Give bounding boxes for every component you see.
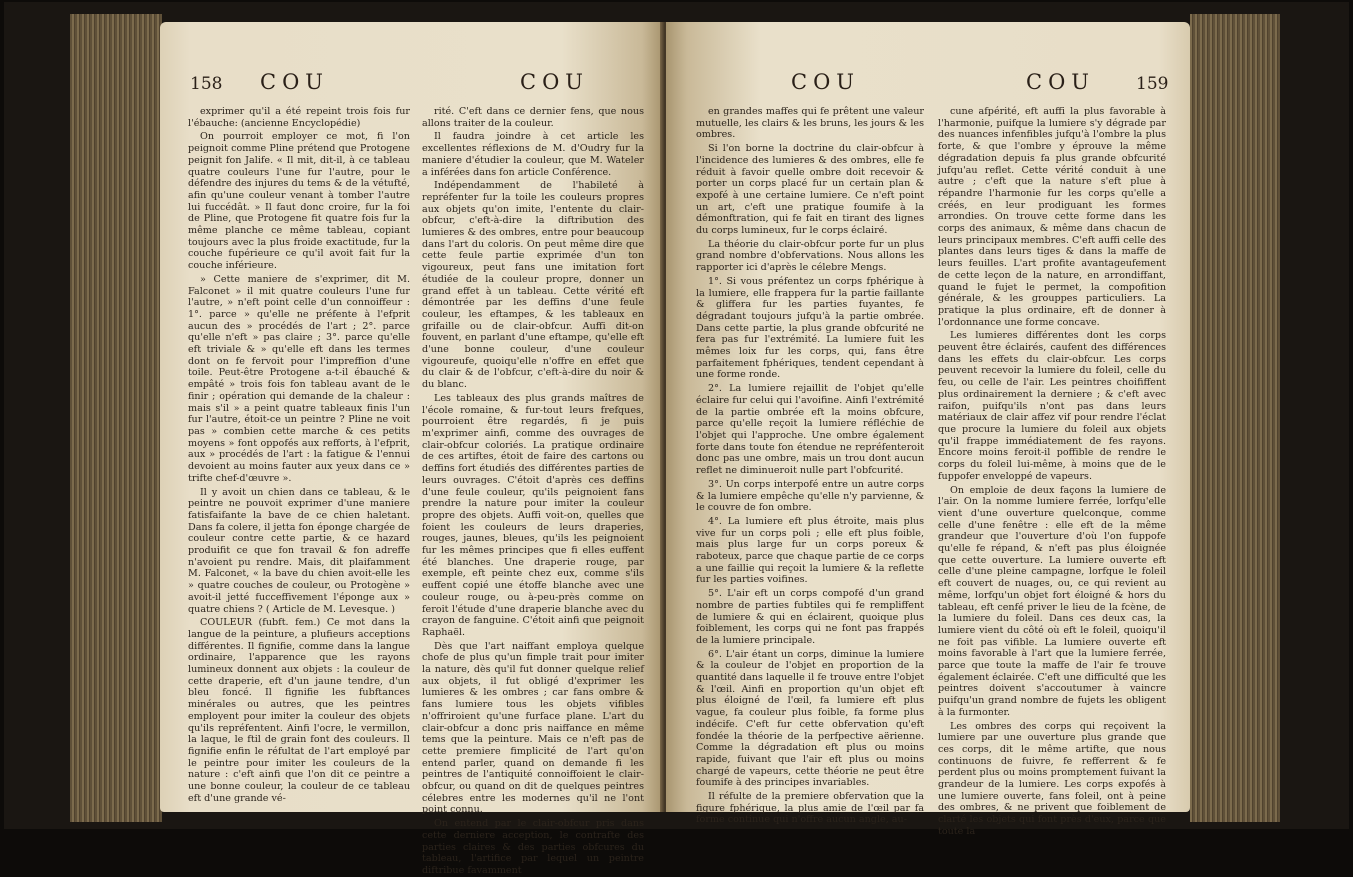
paragraph: Dès que l'art naiffant employa quelque chofe de plus qu'un fimple trait pour imiter la nature, dès qu'il fut donner quelque relief aux objets, il fut obligé d'exprimer les lumieres & les ombres ; car fans ombre & fans lumiere tous les objets vifibles n'offriroient qu'une furface plane. L'art du clair-obfcur a donc pris naiffance en même tems que la peinture. Mais ce n'eft pas de cette premiere fimplicité de l'art qu'on entend parler, quand on demande fi les peintres de l'antiquité connoiffoient le clair-obfcur, ou quand on dit de quelques peintres célebres entre les modernes qu'il ne l'ont point connu. xyxy=(422,640,644,816)
paragraph: Il y avoit un chien dans ce tableau, & le peintre ne pouvoit exprimer d'une maniere fatisfaifante la bave de ce chien haletant. Dans fa colere, il jetta fon éponge chargée de couleur contre cette partie, & ce hazard produifit ce que fon travail & fon adreffe n'avoient pu rendre. Mais, dit plaifamment M. Falconet, « la bave du chien avoit-elle les » quatre couches de couleur, ou Protogène » avoit-il jetté fucceffivement l'éponge aux » quatre chiens ? ( Article de M. Levesque. ) xyxy=(188,486,410,615)
paragraph: cune afpérité, eft auffi la plus favorable à l'harmonie, puifque la lumiere s'y dégrade par des nuances infenfibles jufqu'à l'ombre la plus forte, & que l'ombre y éprouve la même dégradation depuis fa plus grande obfcurité jufqu'au reflet. Cette vérité conduit à une autre ; c'eft que la nature s'eft plue à répandre l'harmonie fur les corps qu'elle a créés, en leur prodiguant les formes arrondies. On trouve cette forme dans les corps des animaux, & même dans chacun de leurs principaux membres. C'eft auffi celle des plantes dans leurs tiges & dans la maffe de leurs feuilles. L'art profite avantageufement de cette leçon de la nature, en arrondiffant, quand le fujet le permet, la compofition générale, & les grouppes particuliers. La pratique la plus ordinaire, eft de donner à l'ordonnance une forme concave. xyxy=(938,106,1166,328)
right-page-column-1 xyxy=(696,106,924,826)
left-page xyxy=(160,22,662,876)
right-page xyxy=(666,22,1190,837)
paragraph: 3°. Un corps interpofé entre un autre corps & la lumiere empêche qu'elle n'y parvienne, & le couvre de fon ombre. xyxy=(696,478,924,514)
running-head-left-b: COU xyxy=(520,70,589,94)
paragraph: exprimer qu'il a été repeint trois fois fur l'ébauche: (ancienne Encyclopédie) xyxy=(188,106,410,129)
paragraph: On pourroit employer ce mot, fi l'on peignoit comme Pline prétend que Protogene peignit fon Jalife. « Il mit, dit-il, à ce tableau quatre couleurs l'une fur l'autre, pour le défendre des injures du tems & de la vétufté, afin qu'une couleur venant à tomber l'autre lui fuccédât. » Il faut donc croire, fur la foi de Pline, que Protogene fit quatre fois fur la même planche ce même tableau, copiant toujours avec la plus froide exactitude, fur la couche fupérieure ce qu'il avoit fait fur la couche inférieure. xyxy=(188,131,410,272)
paragraph: Si l'on borne la doctrine du clair-obfcur à l'incidence des lumieres & des ombres, elle fe réduit à favoir quelle ombre doit recevoir & porter un corps placé fur un certain plan & expofé à une certaine lumiere. Ce n'eft point un art, c'eft une pratique foumife à la démonftration, qui fe fait en tirant des lignes du corps lumineux, fur le corps éclairé. xyxy=(696,143,924,237)
paragraph: Il réfulte de la premiere obfervation que la figure fphérique, la plus amie de l'œil par fa forme continue qui n'offre aucun angle, au- xyxy=(696,791,924,826)
paragraph: 6°. L'air étant un corps, diminue la lumiere & la couleur de l'objet en proportion de la quantité dans laquelle il fe trouve entre l'objet & l'œil. Ainfi en proportion qu'un objet eft plus éloigné de l'œil, fa lumiere eft plus vague, fa couleur plus foible, fa forme plus indécife. C'eft fur cette obfervation qu'eft fondée la théorie de la perfpective aërienne. Comme la dégradation eft plus ou moins rapide, fuivant que l'air eft plus ou moins chargé de vapeurs, cette théorie ne peut être foumife à des principes invariables. xyxy=(696,648,924,789)
paragraph: Les ombres des corps qui reçoivent la lumiere par une ouverture plus grande que ces corps, dit le même artifte, que nous continuons de fuivre, fe refferrent & fe perdent plus ou moins promptement fuivant la grandeur de la lumiere. Les corps expofés à une lumiere ouverte, fans foleil, ont à peine des ombres, & ne privent que foiblement de clarté les objets qui font près d'eux, parce que toute la xyxy=(938,720,1166,837)
paragraph: On emploie de deux façons la lumiere de l'air. On la nomme lumiere ferrée, lorfqu'elle vient d'une ouverture quelconque, comme celle d'une fenêtre : elle eft de la même grandeur que l'ouverture d'où l'on fuppofe qu'elle fe répand, & n'eft pas plus éloignée que cette ouverture. La lumiere ouverte eft celle d'une pleine campagne, lorfque le foleil eft couvert de nuages, ou, ce qui revient au même, lorfqu'un objet fort éloigné & hors du tableau, eft cenfé priver le lieu de la fcène, de la lumiere du foleil. Dans ces deux cas, la lumiere vient du côté où eft le foleil, quoiqu'il ne foit pas vifible. La lumiere ouverte eft moins favorable à l'art que la lumiere ferrée, parce que toute la maffe de l'air fe trouve également éclairée. C'eft une difficulté que les peintres doivent s'accoutumer à vaincre puifqu'un grand nombre de fujets les obligent à la furmonter. xyxy=(938,484,1166,718)
paragraph: rité. C'eft dans ce dernier fens, que nous allons traiter de la couleur. xyxy=(422,106,644,129)
paragraph: La théorie du clair-obfcur porte fur un plus grand nombre d'obfervations. Nous allons les rapporter ici d'après le célebre Mengs. xyxy=(696,238,924,274)
left-page-column-1 xyxy=(188,106,410,806)
paragraph: » Cette maniere de s'exprimer, dit M. Falconet » il mit quatre couleurs l'une fur l'autre, » n'eft point celle d'un connoiffeur : 1°. parce » qu'elle ne préfente à l'efprit aucun des » procédés de l'art ; 2°. parce qu'elle n'eft » pas claire ; 3°. parce qu'elle eft triviale & » qu'elle eft dans les termes dont on fe fervoit pour l'impreffion d'une toile. Peut-être Protogene a-t-il ébauché & empâté » trois fois fon tableau avant de le finir ; opération qui demande de la chaleur : mais s'il » a peint quatre tableaux finis l'un fur l'autre, étoit-ce un peintre ? Pline ne voit pas » combien cette marche & ces petits moyens » font oppofés aux refforts, à l'efprit, aux » procédés de l'art : la fatigue & l'ennui devoient au moins fauter aux yeux dans ce » trifte chef-d'œuvre ». xyxy=(188,273,410,484)
paragraph: Les tableaux des plus grands maîtres de l'école romaine, & fur-tout leurs frefques, pourroient être regardés, fi je puis m'exprimer ainfi, comme des ouvrages de clair-obfcur coloriés. La pratique ordinaire de ces artiftes, étoit de faire des cartons ou deffins fort étudiés des différentes parties de leurs ouvrages. C'étoit d'après ces deffins d'une feule couleur, qu'ils peignoient fans prendre la nature pour imiter la couleur propre des objets. Auffi voit-on, quelles que foient les couleurs de leurs draperies, rouges, jaunes, bleues, qu'ils les peignoient fur les mêmes principes que fi elles euffent été blanches. Une draperie rouge, par exemple, eft peinte chez eux, comme s'ils euffent copié une étoffe blanche avec une couleur rouge, ou à-peu-près comme on feroit l'étude d'une draperie blanche avec du crayon de fanguine. C'étoit ainfi que peignoit Raphaël. xyxy=(422,392,644,638)
left-page-edges xyxy=(70,14,162,822)
paragraph: 2°. La lumiere rejaillit de l'objet qu'elle éclaire fur celui qui l'avoifine. Ainfi l'extrémité de la partie ombrée eft la moins obfcure, parce qu'elle reçoit la lumiere réfléchie de l'objet qui l'approche. Une ombre également forte dans toute fon étendue ne repréfenteroit donc pas une ombre, mais un trou dont aucun reflet ne diminueroit nulle part l'obfcurité. xyxy=(696,383,924,477)
left-page-column-2 xyxy=(422,106,644,876)
page-number-left: 158 xyxy=(190,74,223,94)
right-page-edges xyxy=(1190,14,1280,822)
paragraph: Indépendamment de l'habileté à repréfenter fur la toile les couleurs propres aux objets qu'on imite, l'entente du clair-obfcur, c'eft-à-dire la diftribution des lumieres & des ombres, entre pour beaucoup dans l'art du coloris. On peut même dire que cette feule partie exprimée d'un ton vigoureux, peut fans une imitation fort étudiée de la couleur propre, donner un grand effet à un tableau. Cette vérité eft démontrée par les deffins d'une feule couleur, les eftampes, & les tableaux en grifaille ou de clair-obfcur. Auffi dit-on fouvent, en parlant d'une eftampe, qu'elle eft d'une bonne couleur, d'une couleur vigoureufe, quoiqu'elle n'offre en effet que du clair & de l'obfcur, c'eft-à-dire du noir & du blanc. xyxy=(422,180,644,391)
right-page-column-2 xyxy=(938,106,1166,837)
paragraph: Il faudra joindre à cet article les excellentes réflexions de M. d'Oudry fur la maniere d'étudier la couleur, que M. Wateler a inférées dans fon article Conférence. xyxy=(422,131,644,178)
paragraph: 5°. L'air eft un corps compofé d'un grand nombre de parties fubtiles qui fe rempliffent de lumiere & qui en éclairent, quoique plus foiblement, les corps qui ne font pas frappés de la lumiere principale. xyxy=(696,588,924,646)
page-number-right: 159 xyxy=(1136,74,1169,94)
paragraph: On entend par le clair-obfcur pris dans cette derniere acception, le contrafte des parties claires & des parties obfcures du tableau, l'artifice par lequel un peintre diftribue favamment xyxy=(422,818,644,876)
paragraph: Les lumieres différentes dont les corps peuvent être éclairés, caufent des différences dans les effets du clair-obfcur. Les corps peuvent recevoir la lumiere du foleil, celle du feu, ou celle de l'air. Les peintres choififfent plus ordinairement la derniere ; & c'eft avec raifon, puifqu'ils n'ont pas dans leurs matériaux de clair affez vif pour rendre l'éclat que procure la lumiere du foleil aux objets qu'il frappe immédiatement de fes rayons. Encore moins feroit-il poffible de rendre le corps du foleil lui-même, à moins que de le fuppofer enveloppé de vapeurs. xyxy=(938,330,1166,482)
paragraph: COULEUR (fubft. fem.) Ce mot dans la langue de la peinture, a plufieurs acceptions différentes. Il fignifie, comme dans la langue ordinaire, l'apparence que les rayons lumineux donnent aux objets : la couleur de cette draperie, eft d'un jaune tendre, d'un bleu foncé. Il fignifie les fubftances minérales ou autres, que les peintres employent pour imiter la couleur des objets qu'ils repréfentent. Ainfi l'ocre, le vermillon, la laque, le ftil de grain font des couleurs. Il fignifie enfin le réfultat de l'art employé par le peintre pour imiter les couleurs de la nature : c'eft ainfi que l'on dit ce peintre a une bonne couleur, la couleur de ce tableau eft d'une grande vé- xyxy=(188,617,410,804)
paragraph: en grandes maffes qui fe prêtent une valeur mutuelle, les clairs & les bruns, les jours & les ombres. xyxy=(696,106,924,141)
running-head-right-a: COU xyxy=(791,70,860,94)
running-head-left-a: COU xyxy=(260,70,329,94)
paragraph: 1°. Si vous préfentez un corps fphérique à la lumiere, elle frappera fur la partie faillante & gliffera fur les parties fuyantes, fe dégradant toujours jufqu'à la partie ombrée. Dans cette partie, la plus grande obfcurité ne fera pas fur l'extrémité. La lumiere fuit les mêmes loix fur les corps, qui, fans être parfaitement fphériques, tendent cependant à une forme ronde. xyxy=(696,275,924,381)
paragraph: 4°. La lumiere eft plus étroite, mais plus vive fur un corps poli ; elle eft plus foible, mais plus large fur un corps poreux & raboteux, parce que chaque partie de ce corps a une faillie qui reçoit la lumiere & la reflette fur les parties voifines. xyxy=(696,515,924,586)
running-head-right-b: COU xyxy=(1026,70,1095,94)
